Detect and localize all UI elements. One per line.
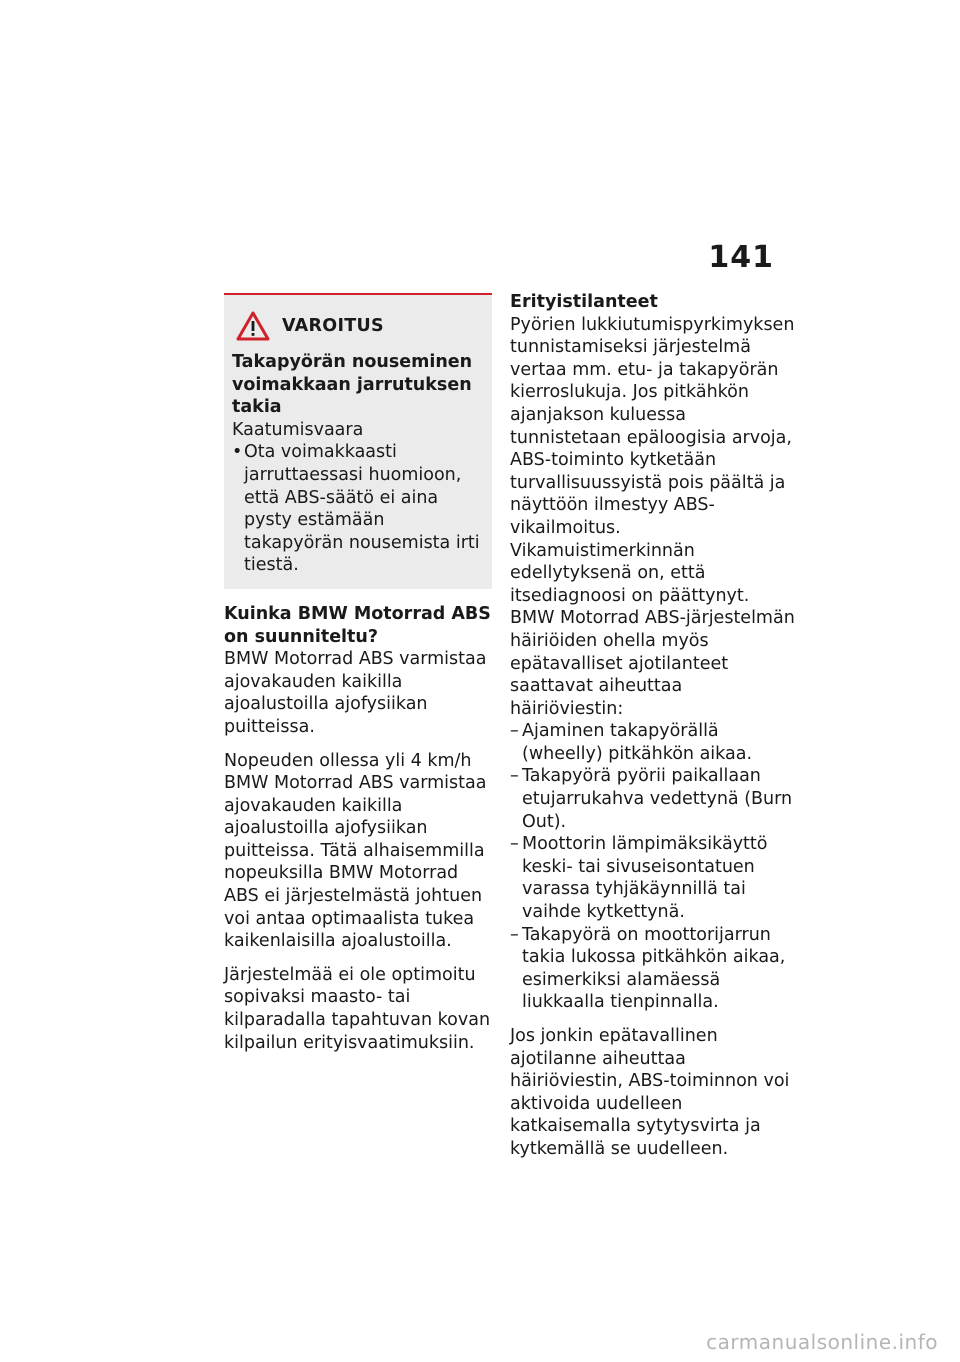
warning-header [236, 311, 482, 341]
list-item: – Takapyörä on moottorijarrun takia lukossa pitkähkön aikaa, esimerkiksi alamäessä liukkaalla tienpinnalla. [510, 924, 796, 1014]
section-heading-abs-design: Kuinka BMW Motorrad ABS on suunniteltu? [224, 603, 491, 647]
list-item: – Moottorin lämpimäksikäyttö keski- tai sivuseisontatuen varassa tyhjäkäynnillä tai vaihde kytkettynä. [510, 833, 796, 923]
warning-box [224, 293, 492, 589]
left-column [224, 293, 492, 1065]
situation-list [510, 720, 796, 1014]
paragraph: BMW Motorrad ABS varmistaa ajovakauden kaikilla ajoalustoilla ajofysiikan puitteissa. [224, 649, 487, 737]
bullet-mark: • [232, 442, 243, 463]
list-item-text: Takapyörä pyörii paikallaan etujarrukahva vedettynä (Burn Out). [522, 766, 793, 832]
list-item-text: Moottorin lämpimäksikäyttö keski- tai sivuseisontatuen varassa tyhjäkäynnillä tai vaihde kytkettynä. [522, 834, 768, 923]
warning-triangle-icon [236, 311, 270, 341]
right-column [510, 291, 796, 1172]
list-item-text: Takapyörä on moottorijarrun takia lukossa pitkähkön aikaa, esimerkiksi alamäessä liukkaalla tienpinnalla. [522, 924, 786, 1013]
list-item: – Ajaminen takapyörällä (wheelly) pitkähkön aikaa. [510, 720, 796, 765]
warning-bullet [232, 441, 482, 577]
list-item-text: Ajaminen takapyörällä (wheelly) pitkähkön aikaa. [522, 721, 753, 764]
page-number: 141 [708, 240, 774, 275]
warning-subtitle: Takapyörän nouseminen voimakkaan jarrutuksen takia [232, 352, 473, 418]
watermark: carmanualsonline.info [706, 1330, 938, 1354]
paragraph: BMW Motorrad ABS-järjestelmän häiriöiden ohella myös epätavalliset ajotilanteet saattavat aiheuttaa häiriöviestin: [510, 608, 795, 719]
warning-label: VAROITUS [282, 315, 384, 336]
warning-hazard: Kaatumisvaara [232, 419, 364, 440]
section-heading-special-situations: Erityistilanteet [510, 292, 658, 312]
warning-bullet-text: Ota voimakkaasti jarruttaessasi huomioon, että ABS-säätö ei aina pysty estämään takapyörän nousemista irti tiestä. [244, 442, 480, 576]
paragraph: Pyörien lukkiutumispyrkimyksen tunnistamiseksi järjestelmä vertaa mm. etu- ja takapyörän kierroslukuja. Jos pitkähkön ajanjakson kuluessa tunnistetaan epäloogisia arvoja, ABS-toiminto kytketään turvallisuussyistä pois päältä ja näyttöön ilmestyy ABS-vikailmoitus. Vikamuistimerkinnän edellytyksenä on, että itsediagnoosi on päättynyt. [510, 314, 795, 606]
paragraph: Järjestelmää ei ole optimoitu sopivaksi maasto- tai kilparadalla tapahtuvan kovan kilpailun erityisvaatimuksiin. [224, 964, 491, 1053]
paragraph: Jos jonkin epätavallinen ajotilanne aiheuttaa häiriöviestin, ABS-toiminnon voi aktivoida uudelleen katkaisemalla sytytysvirta ja kytkemällä se uudelleen. [510, 1026, 790, 1159]
paragraph: Nopeuden ollessa yli 4 km/h BMW Motorrad ABS varmistaa ajovakauden kaikilla ajoalustoilla ajofysiikan puitteissa. Tätä alhaisemmilla nopeuksilla BMW Motorrad ABS ei järjestelmästä johtuen voi antaa optimaalista tukea kaikenlaisilla ajoalustoilla. [224, 750, 487, 952]
list-item: – Takapyörä pyörii paikallaan etujarrukahva vedettynä (Burn Out). [510, 765, 796, 833]
